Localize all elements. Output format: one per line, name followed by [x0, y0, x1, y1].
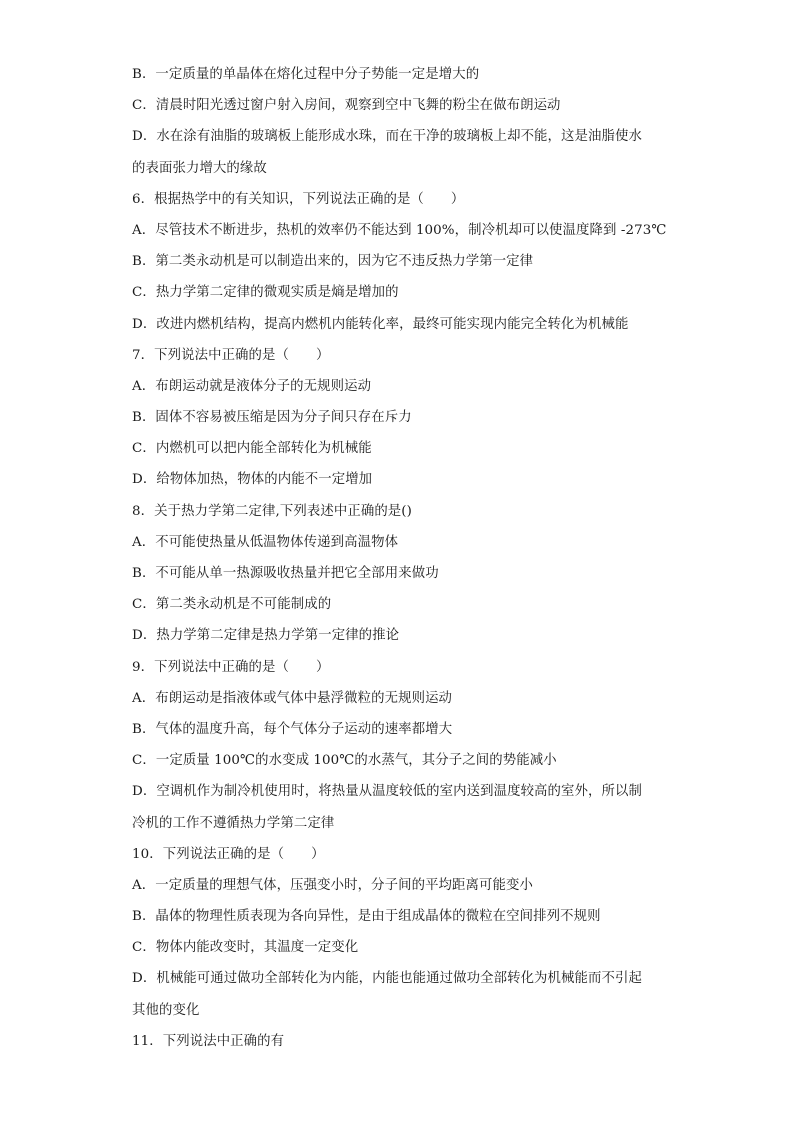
document-body — [132, 63, 672, 1061]
question-9-stem: 9．下列说法中正确的是（ ） — [132, 659, 330, 675]
option-line: C．内燃机可以把内能全部转化为机械能 — [132, 441, 372, 457]
option-line: D．机械能可通过做功全部转化为内能，内能也能通过做功全部转化为机械能而不引起 — [132, 971, 642, 987]
option-line: A．布朗运动就是液体分子的无规则运动 — [132, 378, 372, 394]
option-line: D．空调机作为制冷机使用时，将热量从温度较低的室内送到温度较高的室外，所以制 — [132, 784, 642, 800]
option-line: B．气体的温度升高，每个气体分子运动的速率都增大 — [132, 721, 453, 737]
option-line: D．改进内燃机结构，提高内燃机内能转化率，最终可能实现内能完全转化为机械能 — [132, 316, 629, 332]
option-line: D．给物体加热，物体的内能不一定增加 — [132, 472, 373, 488]
option-line: A．尽管技术不断进步，热机的效率仍不能达到 100%，制冷机却可以使温度降到 -273℃ — [132, 222, 667, 238]
question-10-stem: 10．下列说法正确的是（ ） — [132, 846, 325, 862]
question-7-stem: 7．下列说法中正确的是（ ） — [132, 347, 330, 363]
option-line: C．一定质量 100℃的水变成 100℃的水蒸气，其分子之间的势能减小 — [132, 753, 557, 769]
option-line: B．不可能从单一热源吸收热量并把它全部用来做功 — [132, 566, 439, 581]
option-line-continuation: 冷机的工作不遵循热力学第二定律 — [132, 815, 335, 831]
option-line: B．一定质量的单晶体在熔化过程中分子势能一定是增大的 — [132, 67, 480, 82]
option-line: A．布朗运动是指液体或气体中悬浮微粒的无规则运动 — [132, 690, 453, 706]
question-6-stem: 6．根据热学中的有关知识，下列说法正确的是（ ） — [132, 191, 465, 207]
option-line: B．晶体的物理性质表现为各向异性，是由于组成晶体的微粒在空间排列不规则 — [132, 909, 601, 925]
option-line-continuation: 的表面张力增大的缘故 — [132, 160, 267, 176]
option-line-continuation: 其他的变化 — [132, 1002, 200, 1018]
question-11-stem: 11．下列说法中正确的有 — [132, 1033, 285, 1049]
option-line: C．清晨时阳光透过窗户射入房间，观察到空中飞舞的粉尘在做布朗运动 — [132, 98, 561, 114]
option-line: B．第二类永动机是可以制造出来的，因为它不违反热力学第一定律 — [132, 254, 534, 270]
option-line: D．热力学第二定律是热力学第一定律的推论 — [132, 628, 400, 644]
option-line: C．第二类永动机是不可能制成的 — [132, 597, 332, 613]
question-8-stem: 8．关于热力学第二定律,下列表述中正确的是() — [132, 503, 412, 519]
option-line: A．一定质量的理想气体，压强变小时，分子间的平均距离可能变小 — [132, 877, 533, 893]
option-line: C．物体内能改变时，其温度一定变化 — [132, 940, 359, 956]
option-line: D．水在涂有油脂的玻璃板上能形成水珠，而在干净的玻璃板上却不能，这是油脂使水 — [132, 129, 642, 145]
option-line: C．热力学第二定律的微观实质是熵是增加的 — [132, 285, 399, 301]
option-line: B．固体不容易被压缩是因为分子间只存在斥力 — [132, 410, 412, 426]
option-line: A．不可能使热量从低温物体传递到高温物体 — [132, 534, 399, 550]
